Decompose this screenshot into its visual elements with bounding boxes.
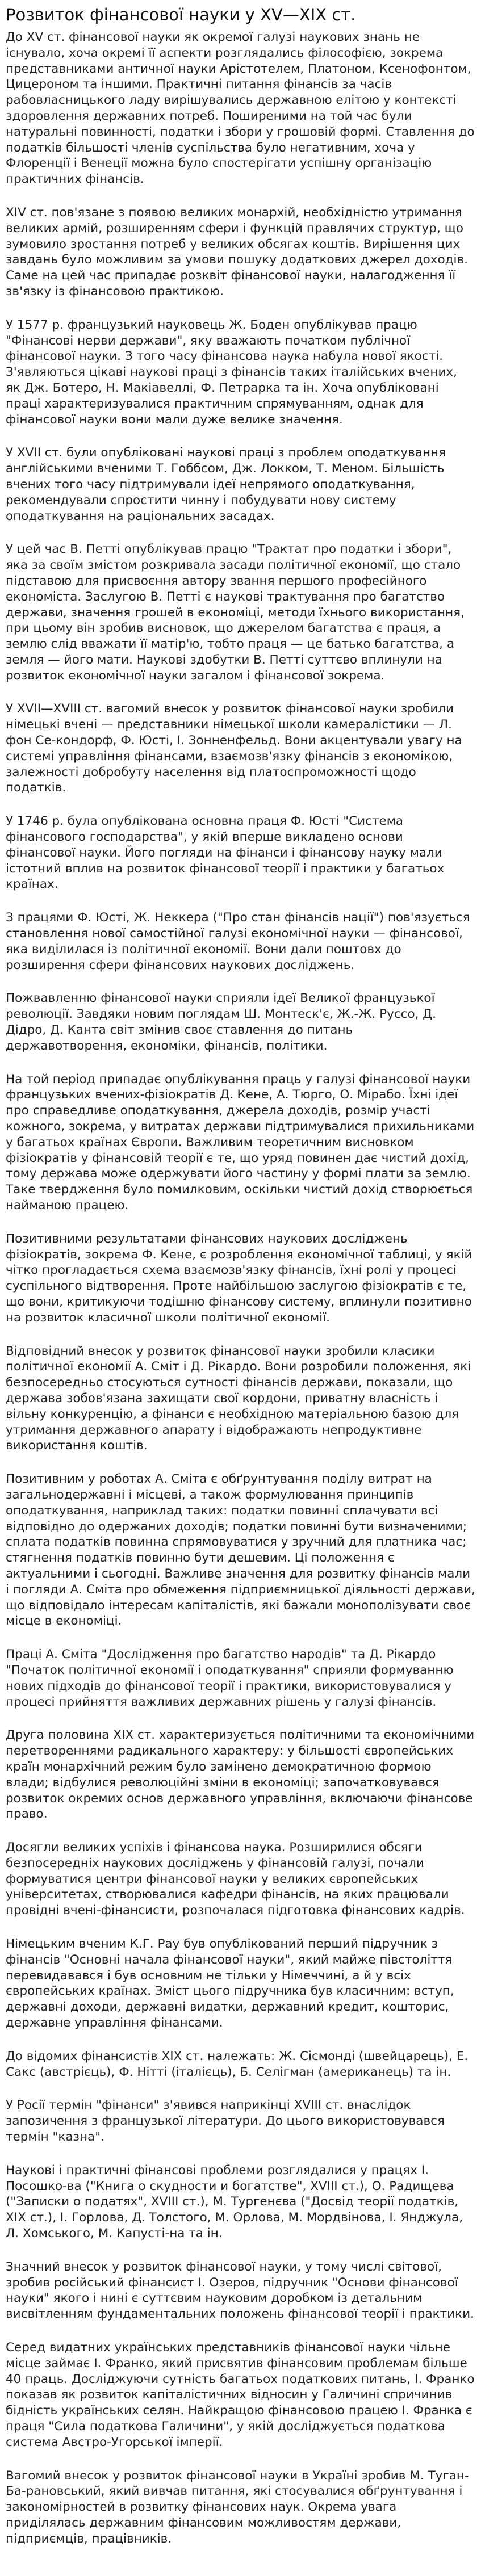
- paragraph-21: Значний внесок у розвиток фінансової науки, у тому числі світової, зробив російський фінансист І. Озеров, підручник "Основи фінансової науки" якого і нині є суттєвим науковим доробком із детальним висвітленням фундаментальних положень фінансової теорії і практики.: [6, 2259, 474, 2322]
- paragraph-13: Позитивним у роботах А. Сміта є обґрунтування поділу витрат на загальнодержавні і місцеві, а також формулювання принципів оподаткування, наприклад таких: податки повинні сплачувати всі відповідно до одержаних доходів; податки повинні бути визначеними; сплата податків повинна спрямовуватися у зручний для платника час; стягнення податків повинно бути дешевим. Ці положення є актуальними і сьогодні. Важливе значення для розвитку фінансів мали і погляди А. Сміта про обмеження підприємницької діяльності держави, що відповідало інтересам капіталістів, які бажали монополізувати своє місце в економіці.: [6, 1472, 475, 1629]
- paragraph-23: Вагомий внесок у розвиток фінансової науки в Україні зробив М. Туган-Ба-рановський, який вивчав питання, які стосувалися обґрунтування і закономірностей в розвитку фінансових наук. Окрема увага приділялась державним фінансовим можливостям держави, підприємців, працівників.: [6, 2468, 469, 2546]
- paragraph-10: На той період припадає опублікування праць у галузі фінансової науки французьких вчених-фізіократів Д. Кене, А. Тюрго, О. Мірабо. Їхні ідеї про справедливе оподаткування, джерела доходів, розмір участі кожного, зокрема, у витратах держави підтримувалися прихильниками у багатьох країнах Європи. Важливим теоретичним висновком фізіократів у фінансовій теорії є те, що уряд повинен дає чистий дохід, тому держава може одержувати його частину у формі плати за землю. Таке твердження було помилковим, оскільки чистий дохід створюється найманою працею.: [6, 1072, 475, 1213]
- paragraph-5: У цей час В. Петті опублікував працю "Трактат про податки і збори", яка за своїм змістом розкривала засади політичної економії, що стало підставою для присвоєння автору звання першого професійного економіста. Заслугою В. Петті є наукові трактування про багатство держави, значення грошей в економіці, методи їхнього використання, при цьому він зробив висновок, що джерелом багатства є праця, а землю слід вважати її матір'ю, тобто праця — це батько багатства, а земля — його мати. Наукові здобутки В. Петті суттєво вплинули на розвиток економічної науки загалом і фінансової зокрема.: [6, 542, 465, 683]
- paragraph-18: До відомих фінансистів XIX ст. належать: Ж. Сісмонді (швейцарець), Е. Сакс (австрієць), Ф. Нітті (італієць), Б. Селігман (американець) та ін.: [6, 2049, 469, 2079]
- paragraph-12: Відповідний внесок у розвиток фінансової науки зробили класики політичної економії А. Сміт і Д. Рікардо. Вони розробили положення, які безпосередньо стосуються сутності фінансів держави, показали, що держава зобов'язана захищати свої кордони, приватну власність і вільну конкуренцію, а фінанси є необхідною матеріальною базою для утримання державного апарату і відображають непродуктивне використання коштів.: [6, 1344, 471, 1453]
- paragraph-22: Серед видатних українських представників фінансової науки чільне місце займає І. Франко, який присвятив фінансовим проблемам більше 40 праць. Досліджуючи сутність багатьох податкових питань, І. Франко показав як розвиток капіталістичних відносин у Галичині спричинив бідність українських селян. Найкращою фінансовою працею І. Франка є праця "Сила податкова Галичини", у якій досліджується податкова система Австро-Угорської імперії.: [6, 2340, 475, 2449]
- paragraph-6: У XVII—XVIII ст. вагомий внесок у розвиток фінансової науки зробили німецькі вчені — представники німецької школи камералістики — Л. фон Се-кондорф, Ф. Юсті, І. Зонненфельд. Вони акцентували увагу на системі управління фінансами, взаємозв'язку фінансів з економікою, залежності добробуту населення від платоспроможності щодо податків.: [6, 702, 462, 795]
- paragraph-3: У 1577 р. французький науковець Ж. Боден опублікував працю "Фінансові нерви держави", яку вважають початком публічної фінансової науки. З того часу фінансова наука набула нової якості. З'являються цікаві наукові праці з фінансів таких італійських вчених, як Дж. Ботеро, Н. Макіавеллі, Ф. Петрарка та ін. Хоча опубліковані праці характеризувалися практичним спрямуванням, однак для фінансової науки вони мали дуже велике значення.: [6, 317, 457, 427]
- paragraph-20: Наукові і практичні фінансові проблеми розглядалися у працях І. Посошко-ва ("Книга о скудности и богатстве", XVIII ст.), О. Радищева ("Записки о податях", XVIII ст.), М. Тургенєва ("Досвід теорії податків, XIX ст.), І. Горлова, Д. Толстого, М. Орлова, М. Мордвінова, І. Янджула, Л. Хомського, М. Капусті-на та ін.: [6, 2163, 463, 2241]
- article-title: Розвиток фінансової науки у XV—XIX ст.: [6, 5, 356, 24]
- paragraph-19: У Росії термін "фінанси" з'явився наприкінці XVIII ст. внаслідок запозичення з французької літератури. До цього використовувався термін "казна".: [6, 2098, 445, 2145]
- paragraph-8: З працями Ф. Юсті, Ж. Неккера ("Про стан фінансів нації") пов'язується становлення нової самостійної галузі економічної науки — фінансової, яка виділилася із політичної економії. Вони дали поштовх до розширення сфери фінансових наукових досліджень.: [6, 911, 470, 972]
- paragraph-17: Німецьким вченим К.Г. Рау був опублікований перший підручник з фінансів "Основні начала фінансової науки", який майже півстоліття перевидавався і був основним не тільки у Німеччині, а й у всіх європейських країнах. Зміст цього підручника був класичним: вступ, державні доходи, державні видатки, державний кредит, кошторис, державне управління фінансами.: [6, 1937, 454, 2030]
- paragraph-1: До XV ст. фінансової науки як окремої галузі наукових знань не існувало, хоча окремі її аспекти розглядались філософією, зокрема представниками античної науки Арістотелем, Платоном, Ксенофонтом, Цицероном та іншими. Практичні питання фінансів за часів рабовласницького ладу вирішувались державною елітою у контексті здоровлення державних потреб. Поширеними на той час були натуральні повинності, податки і збори у грошовій формі. Ставлення до податків більшості членів суспільства було негативним, хоча у Флоренції і Венеції можна було спостерігати успішну організацію практичних фінансів.: [6, 30, 475, 187]
- paragraph-15: Друга половина XIX ст. характеризується політичними та економічними перетвореннями радикального характеру: у більшості європейських країн монархічний режим було замінено демократичною формою влади; відбулися революційні зміни в економіці; започатковувався розвиток окремих основ державного управління, включаючи фінансове право.: [6, 1728, 475, 1822]
- paragraph-9: Пожвавленню фінансової науки сприяли ідеї Великої французької революції. Завдяки новим поглядам Ш. Монтеск'є, Ж.-Ж. Руссо, Д. Дідро, Д. Канта світ змінив своє ставлення до питань державотворення, економіки, фінансів, політики.: [6, 991, 436, 1053]
- paragraph-16: Досягли великих успіхів і фінансова наука. Розширилися обсяги безпосередніх наукових досліджень у фінансовій галузі, почали формуватися центри фінансової науки у великих європейських університетах, створювалися кафедри фінансів, на яких працювали провідні вчені-фінансисти, розпочалася підготовка фінансових кадрів.: [6, 1840, 465, 1918]
- paragraph-11: Позитивними результатами фінансових наукових досліджень фізіократів, зокрема Ф. Кене, є розроблення економічної таблиці, у якій чітко прогладається схема взаємозв'язку фінансів, їхні ролі у процесі суспільного відтворення. Проте найбільшою заслугою фізіократів є те, що вони, критикуючи тодішню фінансову систему, вплинули позитивно на розвиток класичної школи політичної економії.: [6, 1231, 472, 1325]
- paragraph-4: У XVII ст. були опубліковані наукові праці з проблем оподаткування англійськими вченими Т. Гоббсом, Дж. Локком, Т. Меном. Більшість вчених того часу підтримували ідеї непрямого оподаткування, рекомендували спростити чинну і побудувати нову систему оподаткування на раціональних засадах.: [6, 446, 446, 523]
- paragraph-2: XIV ст. пов'язане з появою великих монархій, необхідністю утримання великих армій, розширенням сфери і функцій правлячих структур, що зумовило зростання потреб у великих обсягах коштів. Вирішення цих завдань було можливим за умови пошуку додаткових джерел доходів. Саме на цей час припадає розквіт фінансової науки, налагодження її зв'язку із фінансовою практикою.: [6, 205, 468, 299]
- paragraph-14: Праці А. Сміта "Дослідження про багатство народів" та Д. Рікардо "Початок політичної економії і оподаткування" сприяли формуванню нових підходів до фінансової теорії і практики, використовувалися у процесі прийняття важливих державних рішень у галузі фінансів.: [6, 1647, 454, 1709]
- paragraph-7: У 1746 р. була опублікована основна праця Ф. Юсті "Система фінансового господарства", у якій вперше викладено основи фінансової науки. Його погляди на фінанси і фінансову науку мали істотний вплив на розвиток фінансової теорії і практики у багатьох країнах.: [6, 814, 445, 892]
